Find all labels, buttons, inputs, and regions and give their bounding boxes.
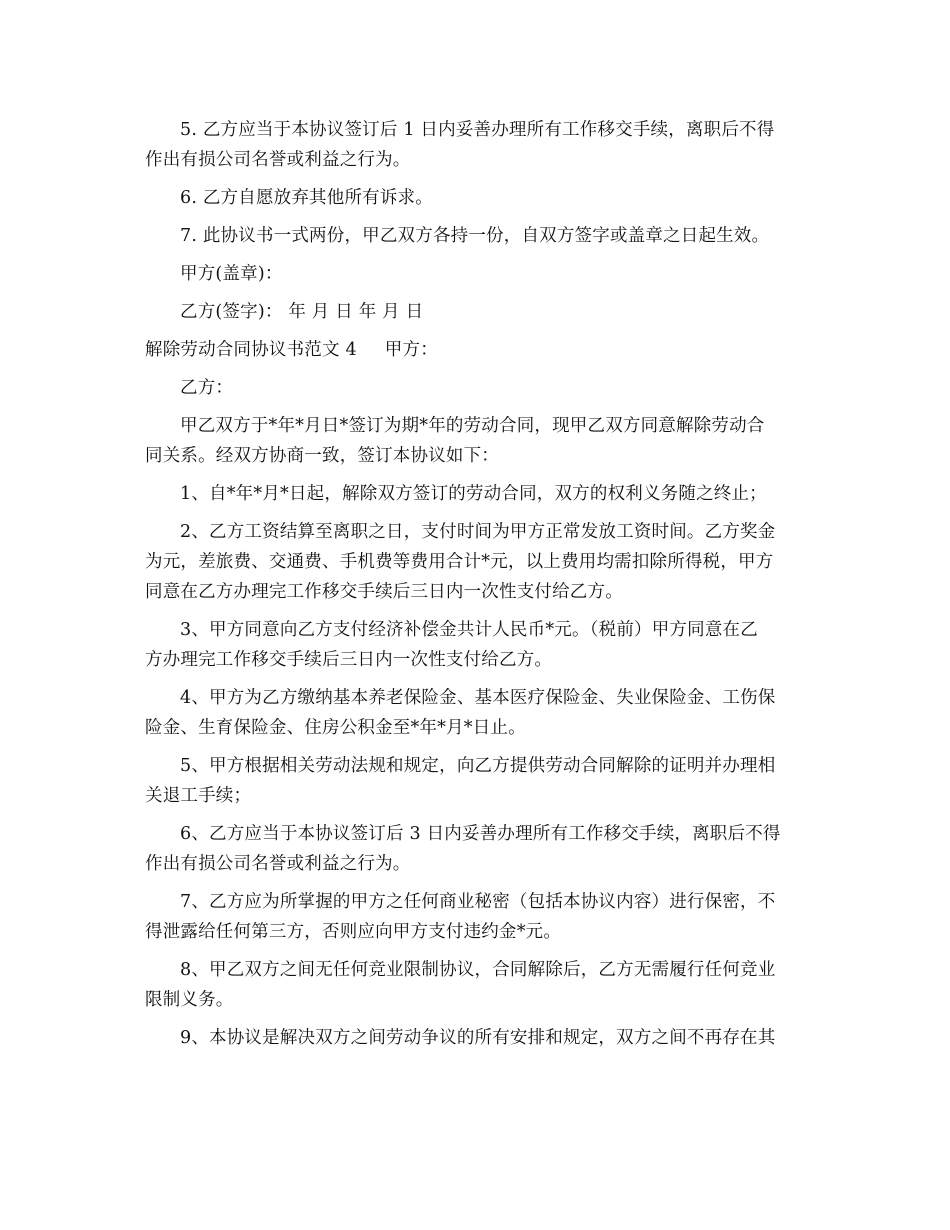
text-line	[145, 335, 805, 365]
text-line: 2、乙方工资结算至离职之日，支付时间为甲方正常发放工资时间。乙方奖金	[180, 522, 776, 542]
text-line: 9、本协议是解决双方之间劳动争议的所有安排和规定，双方之间不再存在其	[180, 1028, 776, 1048]
text-line: 8、甲乙双方之间无任何竞业限制协议，合同解除后，乙方无需履行任何竞业	[180, 960, 776, 980]
text-line: 1、自*年*月*日起，解除双方签订的劳动合同，双方的权利义务随之终止；	[180, 484, 767, 504]
text-line: 7、乙方应为所掌握的甲方之任何商业秘密（包括本协议内容）进行保密，不	[180, 892, 776, 912]
text-line: 得泄露给任何第三方，否则应向甲方支付违约金*元。	[145, 922, 562, 942]
text-line: 同意在乙方办理完工作移交手续后三日内一次性支付给乙方。	[145, 582, 623, 602]
text-line: 作出有损公司名誉或利益之行为。	[145, 854, 411, 874]
text-line: 6、乙方应当于本协议签订后 3 日内妥善办理所有工作移交手续，离职后不得	[180, 824, 781, 844]
text-line: 5、甲方根据相关劳动法规和规定，向乙方提供劳动合同解除的证明并办理相	[180, 756, 776, 776]
text-line: 关退工手续；	[145, 786, 252, 806]
text-line: 7. 此协议书一式两份，甲乙双方各持一份，自双方签字或盖章之日起生效。	[180, 226, 770, 246]
text-line: 3、甲方同意向乙方支付经济补偿金共计人民币*元。（税前）甲方同意在乙	[180, 620, 758, 640]
document-body	[145, 115, 805, 1053]
text-line: 甲乙双方于*年*月日*签订为期*年的劳动合同，现甲乙双方同意解除劳动合	[180, 416, 765, 436]
text-line: 限制义务。	[145, 990, 234, 1010]
text-line: 乙方：	[180, 378, 234, 398]
text-line: 甲方(盖章)：	[180, 264, 283, 284]
text-line: 6. 乙方自愿放弃其他所有诉求。	[180, 188, 433, 208]
text-line: 同关系。经双方协商一致，签订本协议如下：	[145, 446, 499, 466]
text-line: 作出有损公司名誉或利益之行为。	[145, 150, 411, 170]
party-a-label: 甲方：	[384, 340, 438, 360]
text-line: 5. 乙方应当于本协议签订后 1 日内妥善办理所有工作移交手续，离职后不得	[180, 120, 775, 140]
text-line: 方办理完工作移交手续后三日内一次性支付给乙方。	[145, 650, 553, 670]
text-line: 险金、生育保险金、住房公积金至*年*月*日止。	[145, 718, 526, 738]
text-line: 4、甲方为乙方缴纳基本养老保险金、基本医疗保险金、失业保险金、工伤保	[180, 688, 776, 708]
section-title: 解除劳动合同协议书范文 4	[145, 340, 357, 360]
text-line: 乙方(签字)： 年 月 日 年 月 日	[180, 302, 424, 322]
text-line: 为元，差旅费、交通费、手机费等费用合计*元，以上费用均需扣除所得税，甲方	[145, 552, 774, 572]
